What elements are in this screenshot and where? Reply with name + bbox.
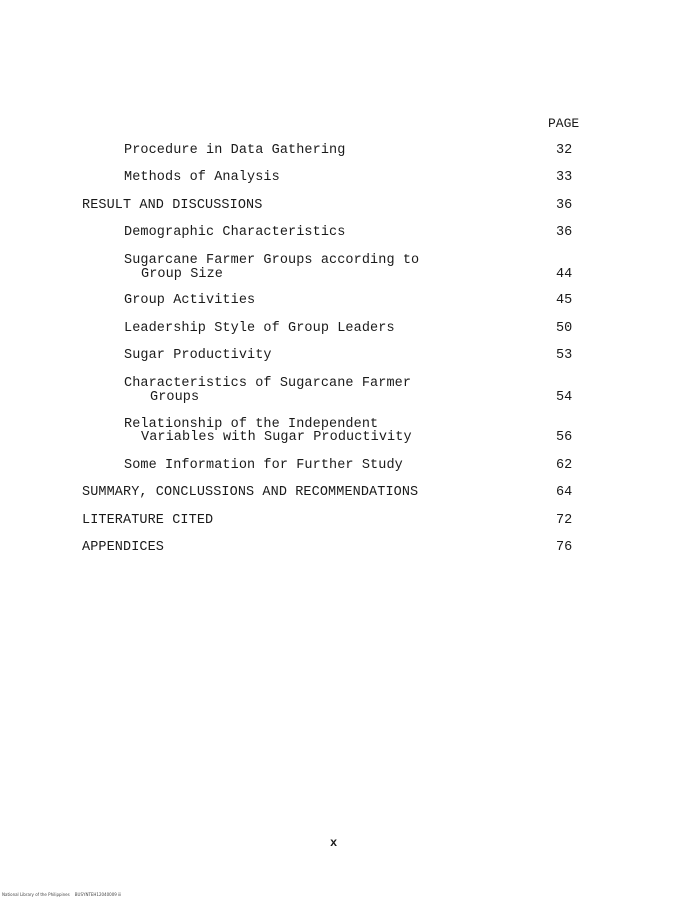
toc-entry-characteristics-line1: Characteristics of Sugarcane Farmer <box>124 376 412 391</box>
toc-entry-demographic-characteristics: Demographic Characteristics <box>124 225 346 240</box>
toc-page-number: 44 <box>556 267 573 282</box>
toc-page-number: 54 <box>556 390 573 405</box>
toc-page-number: 33 <box>556 170 573 185</box>
toc-entry-further-study: Some Information for Further Study <box>124 458 403 473</box>
toc-page-number: 62 <box>556 458 573 473</box>
toc-entry-methods-of-analysis: Methods of Analysis <box>124 170 280 185</box>
toc-page-number: 56 <box>556 430 573 445</box>
toc-entry-characteristics-line2: Groups <box>150 390 200 405</box>
toc-entry-group-activities: Group Activities <box>124 293 256 308</box>
toc-page-number: 45 <box>556 293 573 308</box>
toc-page-number: 76 <box>556 540 573 555</box>
toc-entry-appendices: APPENDICES <box>82 540 165 555</box>
toc-entry-farmer-groups-line1: Sugarcane Farmer Groups according to <box>124 253 420 268</box>
toc-entry-leadership-style: Leadership Style of Group Leaders <box>124 321 395 336</box>
toc-entry-sugar-productivity: Sugar Productivity <box>124 348 272 363</box>
toc-entry-summary: SUMMARY, CONCLUSSIONS AND RECOMMENDATIONS <box>82 485 419 500</box>
toc-entry-result-and-discussions: RESULT AND DISCUSSIONS <box>82 198 263 213</box>
toc-entry-literature-cited: LITERATURE CITED <box>82 513 214 528</box>
toc-entry-relationship-line1: Relationship of the Independent <box>124 417 379 432</box>
toc-page-number: 72 <box>556 513 573 528</box>
page-column-header: PAGE <box>548 116 580 131</box>
toc-page-number: 50 <box>556 321 573 336</box>
toc-page-number: 32 <box>556 143 573 158</box>
toc-page-number: 36 <box>556 225 573 240</box>
toc-page-number: 36 <box>556 198 573 213</box>
toc-entry-relationship-line2: Variables with Sugar Productivity <box>141 430 412 445</box>
toc-entry-farmer-groups-line2: Group Size <box>141 267 224 282</box>
roman-page-number: x <box>330 836 338 850</box>
toc-page-number: 64 <box>556 485 573 500</box>
toc-page-number: 53 <box>556 348 573 363</box>
toc-entry-procedure-data-gathering: Procedure in Data Gathering <box>124 143 346 158</box>
scan-footer: National Library of the Philippines BUSYNTEH12040009 iii <box>2 892 122 897</box>
